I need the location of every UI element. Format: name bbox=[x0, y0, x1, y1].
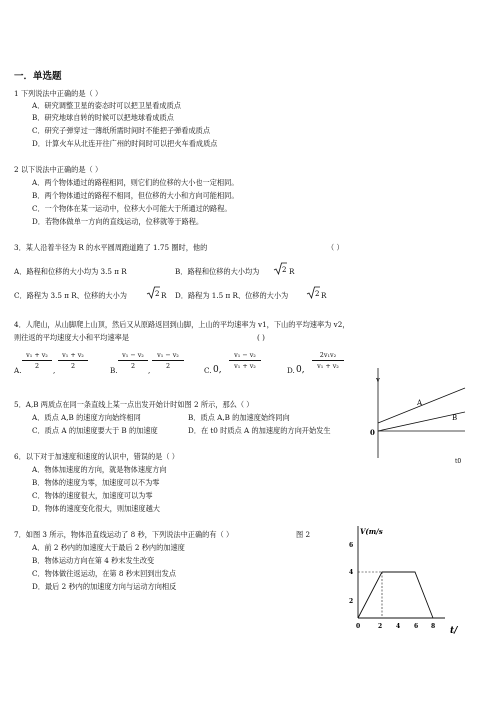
q2-option-b: B．两个物体通过的路程不相同，但位移的大小和方向可能相同。 bbox=[32, 191, 239, 200]
q1-stem: 1 下列说法中正确的是（ ） bbox=[14, 89, 103, 98]
q5-b-label: B bbox=[452, 414, 458, 422]
q5-option-c: C．质点 A 的加速度要大于 B 的加速度 bbox=[32, 426, 158, 435]
q3-option-d-tail: R bbox=[321, 291, 327, 300]
q7-xtick-6: 6 bbox=[414, 623, 419, 630]
q3-paren: （ ） bbox=[327, 243, 344, 252]
sqrt-radicand: 2 bbox=[315, 290, 320, 298]
q7-xtick-8: 8 bbox=[431, 623, 436, 630]
q7-option-c: C．物体做往返运动，在第 8 秒末回到出发点 bbox=[32, 569, 177, 578]
q4-b-frac1: $\frac{\text{v₁ − v₂}}{2}$ bbox=[118, 351, 148, 370]
q5-t0-label: t0 bbox=[455, 458, 462, 465]
q3-option-a: A．路程和位移的大小均为 3.5 π R bbox=[14, 267, 127, 276]
q4-c-frac: $\frac{\text{v₁ − v₂}}{\text{v₁ + v₂}}$ bbox=[229, 351, 261, 370]
q3-option-c-tail: R bbox=[161, 291, 167, 300]
q7-option-d: D．最后 2 秒内的加速度方向与运动方向相反 bbox=[32, 582, 177, 591]
q4-b-comma: , bbox=[148, 366, 151, 375]
q4-a-frac2: $\frac{\text{v₁ + v₂}}{2}$ bbox=[58, 351, 88, 370]
q6-option-a: A．物体加速度的方向，就是物体速度方向 bbox=[32, 465, 167, 474]
q7-ytick-6: 6 bbox=[349, 542, 354, 549]
q7-option-a: A．前 2 秒内的加速度大于最后 2 秒内的加速度 bbox=[32, 543, 185, 552]
q4-paren: ( ) bbox=[257, 333, 265, 342]
q7-xtick-4: 4 bbox=[396, 623, 401, 630]
q1-option-b: B．研究地球自转的时候可以把地球看成质点 bbox=[32, 113, 174, 122]
q6-option-c: C．物体的速度很大，加速度可以为零 bbox=[32, 491, 153, 500]
q2-stem: 2 以下说法中正确的是（ ） bbox=[14, 165, 103, 174]
q4-a-frac1: $\frac{\text{v₁ + v₂}}{2}$ bbox=[22, 351, 52, 370]
q5-stem: 5．A,B 两质点在同一条直线上某一点出发开始计时如图 2 所示，那么（ ） bbox=[14, 400, 254, 409]
q4-d-frac: $\frac{\text{2v₁v₂}}{\text{v₁ + v₂}}$ bbox=[312, 351, 344, 370]
q3-option-d: D．路程为 1.5 π R、位移的大小为 bbox=[175, 291, 289, 300]
q7-velocity-line bbox=[358, 572, 433, 618]
q5-option-d: D．在 t0 时质点 A 的加速度的方向开始发生 bbox=[188, 426, 331, 435]
sqrt-icon bbox=[306, 285, 320, 299]
section-title: 一．单选题 bbox=[14, 71, 62, 82]
q4-option-a-label: A. bbox=[14, 366, 22, 375]
q7-xtick-0: 0 bbox=[356, 623, 361, 630]
q1-option-d: D．计算火车从北连开往广州的时间时可以把火车看成质点 bbox=[32, 139, 218, 148]
q7-figure-label: 图 2 bbox=[296, 530, 311, 539]
q6-option-d: D．物体的速度变化很大，则加速度越大 bbox=[32, 504, 160, 513]
q6-stem: 6．以下对于加速度和速度的认识中，错误的是（ ） bbox=[14, 452, 179, 461]
q4-a-comma: , bbox=[53, 366, 56, 375]
q7-stem: 7．如图 3 所示，物体沿直线运动了 8 秒，下列说法中正确的有（ ） bbox=[14, 530, 234, 539]
q7-ytick-2: 2 bbox=[349, 598, 354, 605]
q7-y-label: V(m/s bbox=[360, 527, 383, 536]
q4-option-c-label: C. bbox=[204, 366, 212, 375]
q1-option-a: A．研究调整卫星的姿态时可以把卫星看成质点 bbox=[32, 101, 181, 110]
q6-option-b: B．物体的速度为零，加速度可以不为零 bbox=[32, 478, 160, 487]
sqrt-icon bbox=[273, 261, 287, 275]
sqrt-radicand: 2 bbox=[155, 290, 160, 298]
q4-b-frac2: $\frac{\text{v₁ − v₂}}{2}$ bbox=[152, 351, 184, 370]
q7-vt-graph bbox=[345, 522, 470, 637]
q3-option-b-tail: R bbox=[289, 267, 295, 276]
q4-option-b-label: B. bbox=[110, 366, 118, 375]
q5-a-label: A bbox=[417, 399, 423, 407]
q7-xtick-2: 2 bbox=[378, 623, 383, 630]
q2-option-d: D．若物体做单一方向的直线运动，位移就等于路程。 bbox=[32, 217, 204, 226]
q7-option-b: B．物体运动方向在第 4 秒末发生改变 bbox=[32, 556, 155, 565]
q4-line1: 4．人爬山，从山脚爬上山顶，然后又从原路返回到山脚，上山的平均速率为 v1，下山的平均速率为 v2， bbox=[14, 320, 350, 329]
q4-line2: 则往返的平均速度大小和平均速率是 bbox=[14, 333, 130, 342]
q5-v-label: v bbox=[376, 376, 380, 384]
q5-vt-graph bbox=[368, 368, 468, 468]
q5-option-b: B．质点 A,B 的加速度始终同向 bbox=[188, 413, 290, 422]
q3-option-b: B．路程和位移的大小均为 bbox=[175, 267, 260, 276]
sqrt-radicand: 2 bbox=[282, 266, 287, 274]
q7-x-label: t/ bbox=[450, 626, 458, 636]
q5-option-a: A．质点 A,B 的速度方向始终相同 bbox=[32, 413, 141, 422]
q4-option-d-label: D. bbox=[287, 366, 295, 375]
q7-ytick-4: 4 bbox=[349, 569, 354, 576]
q1-option-c: C．研究子弹穿过一薄纸所需时间时不能把子弹看成质点 bbox=[32, 126, 211, 135]
q2-option-a: A．两个物体通过的路程相同，则它们的位移的大小也一定相同。 bbox=[32, 178, 239, 187]
sqrt-icon bbox=[146, 285, 160, 299]
q3-stem: 3．某人沿着半径为 R 的水平圆周跑道跑了 1.75 圈时，他的 bbox=[14, 243, 208, 252]
q2-option-c: C．一个物体在某一运动中，位移大小可能大于所通过的路程。 bbox=[32, 204, 232, 213]
q4-c-zero: 0, bbox=[213, 365, 222, 375]
q3-option-c: C．路程为 3.5 π R、位移的大小为 bbox=[14, 291, 127, 300]
q4-d-zero: 0, bbox=[296, 365, 305, 375]
q5-origin-label: 0 bbox=[370, 428, 375, 437]
